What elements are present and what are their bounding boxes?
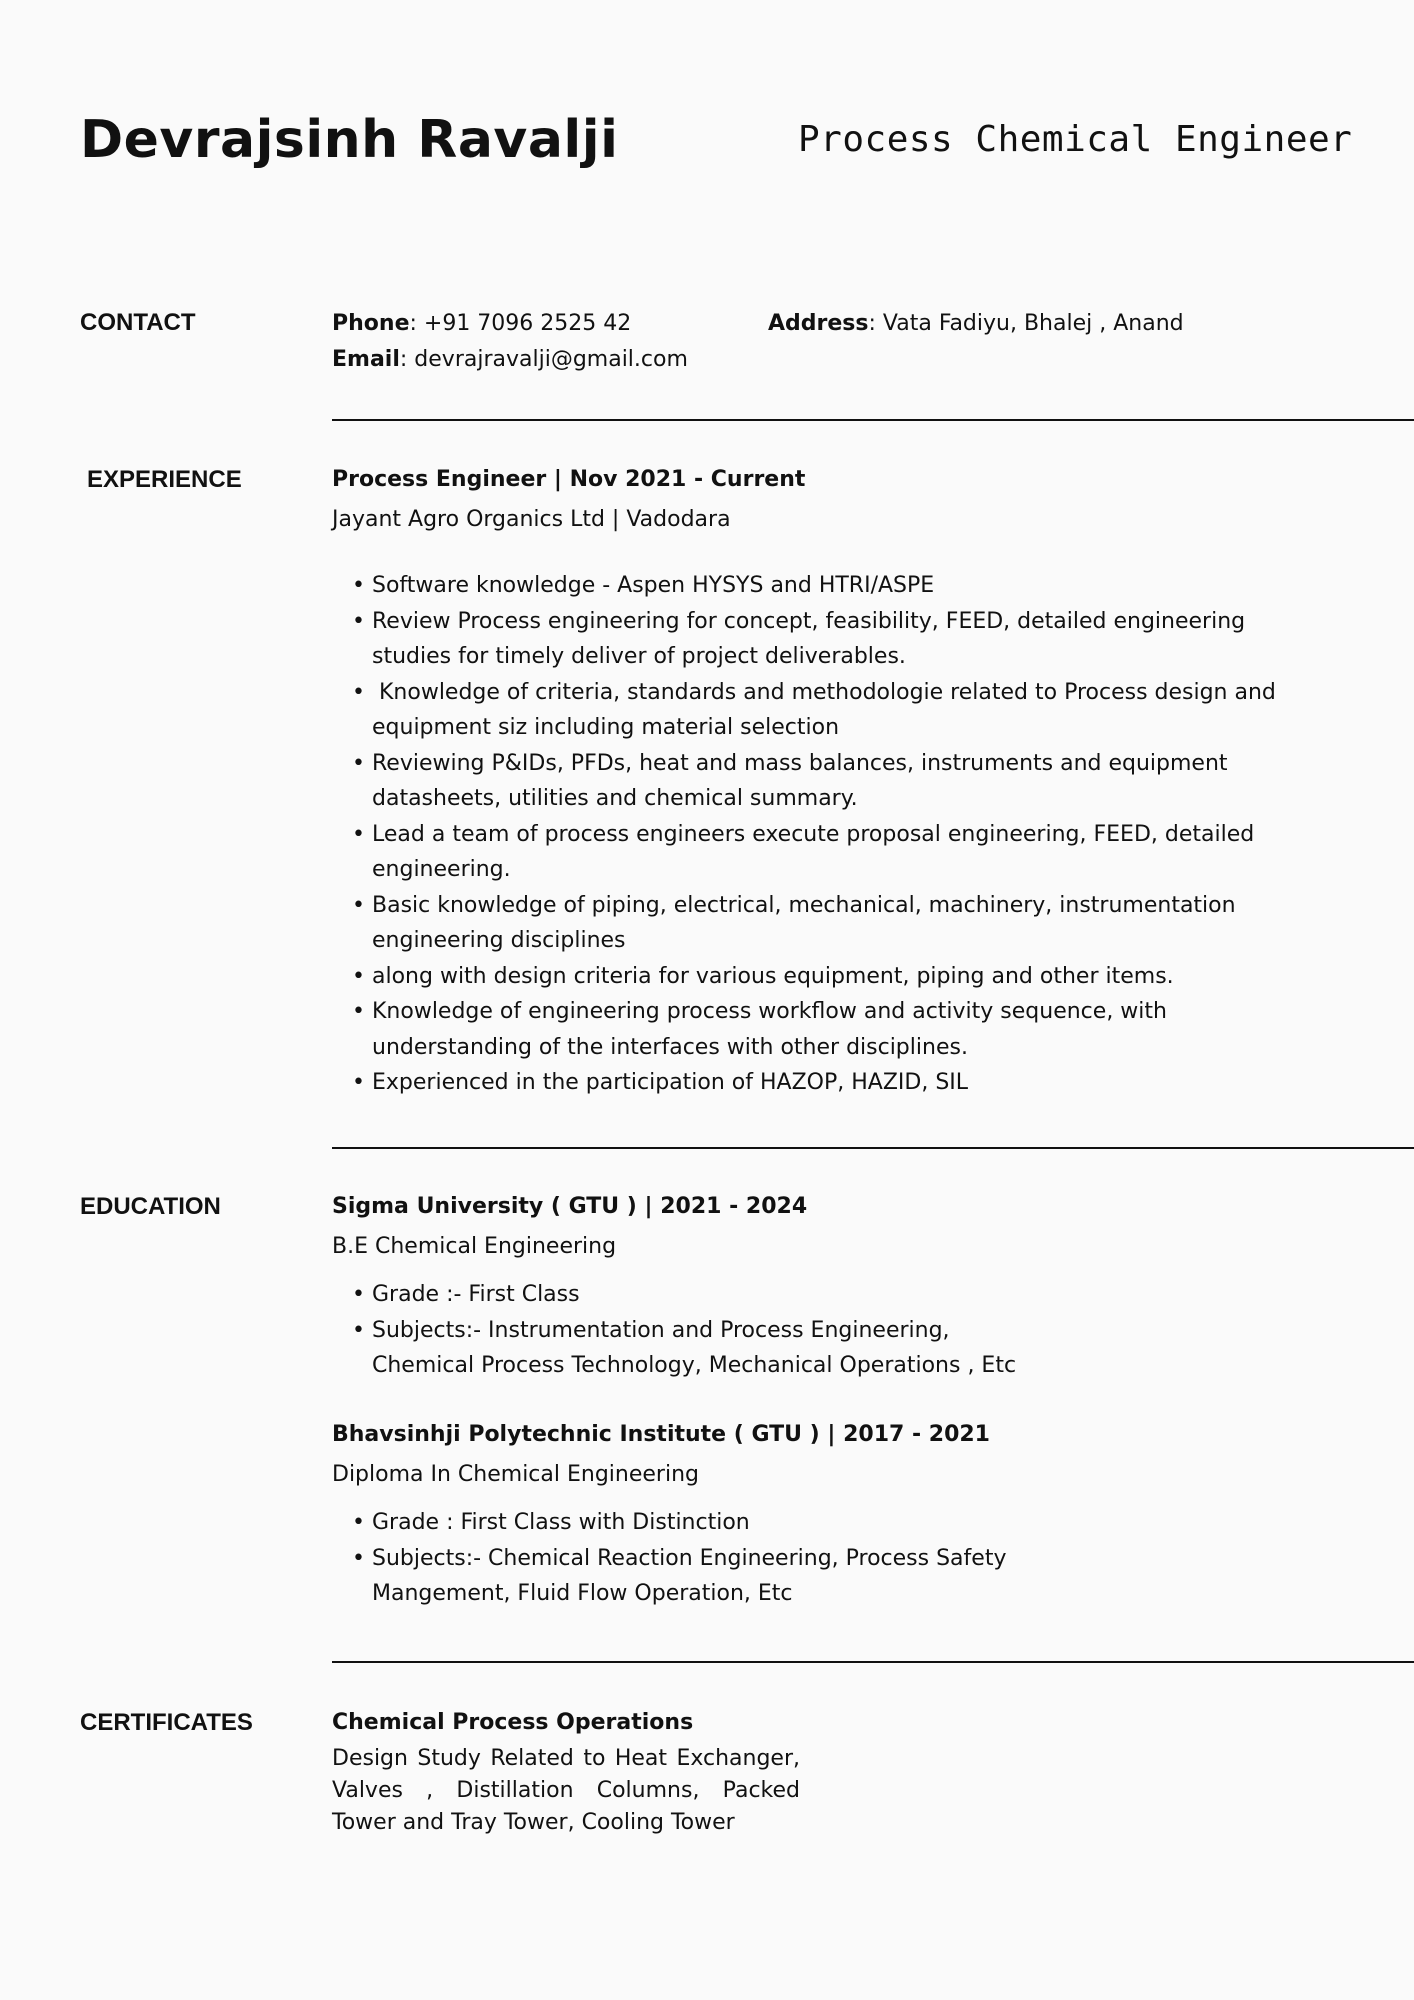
experience-company: Jayant Agro Organics Ltd | Vadodara [332, 507, 731, 532]
phone-label: Phone [332, 311, 410, 336]
email-value: devrajravalji@gmail.com [414, 347, 688, 372]
job-title: Process Chemical Engineer [798, 119, 1353, 160]
divider [332, 1147, 1414, 1149]
list-item: • Grade : First Class with Distinction [332, 1505, 1032, 1541]
bullet-icon: • [352, 999, 365, 1024]
education-entry-1 [332, 1189, 1092, 1384]
certificate-title: Chemical Process Operations [332, 1710, 694, 1735]
bullet-icon: • [352, 1510, 365, 1535]
bullet-icon: • [352, 1070, 365, 1095]
certificate-description: Design Study Related to Heat Exchanger, Valves , Distillation Columns, Packed Tower and Tray Tower, Cooling Tower [332, 1746, 800, 1835]
list-item: • Basic knowledge of piping, electrical, mechanical, machinery, instrumentation engineering disciplines [332, 888, 1292, 959]
address-label: Address [768, 311, 869, 336]
phone-line: Phone: +91 7096 2525 42 [332, 311, 632, 336]
certificates-section-label: CERTIFICATES [80, 1709, 253, 1736]
education-entry-2 [332, 1417, 1092, 1612]
list-item: • Lead a team of process engineers execute proposal engineering, FEED, detailed engineering. [332, 817, 1292, 888]
list-item: • Subjects:- Instrumentation and Process Engineering, Chemical Process Technology, Mechanical Operations , Etc [332, 1313, 1052, 1384]
divider [332, 1661, 1414, 1663]
list-item: • Experienced in the participation of HAZOP, HAZID, SIL [332, 1065, 1292, 1101]
address-line: Address: Vata Fadiyu, Bhalej , Anand [768, 311, 1184, 336]
list-item: • along with design criteria for various equipment, piping and other items. [332, 959, 1292, 995]
email-label: Email [332, 347, 400, 372]
list-item: • Subjects:- Chemical Reaction Engineering, Process Safety Mangement, Fluid Flow Operation, Etc [332, 1541, 1032, 1612]
bullet-icon: • [352, 573, 365, 598]
education-bullets [332, 1505, 1032, 1612]
bullet-icon: • [352, 608, 365, 634]
bullet-icon: • [352, 892, 365, 918]
bullet-icon: • [352, 750, 365, 776]
contact-section-label: CONTACT [80, 309, 196, 336]
experience-title: Process Engineer | Nov 2021 - Current [332, 467, 806, 492]
bullet-icon: • [352, 1545, 365, 1571]
education-bullets [332, 1277, 1052, 1384]
bullet-icon: • [352, 1282, 365, 1307]
education-title: Sigma University ( GTU ) | 2021 - 2024 [332, 1194, 808, 1219]
candidate-name: Devrajsinh Ravalji [80, 110, 619, 170]
experience-section-label: EXPERIENCE [87, 466, 242, 493]
address-value: Vata Fadiyu, Bhalej , Anand [882, 311, 1184, 336]
list-item: • Software knowledge - Aspen HYSYS and HTRI/ASPE [332, 568, 1292, 604]
bullet-icon: • [352, 821, 365, 847]
education-title: Bhavsinhji Polytechnic Institute ( GTU ) | 2017 - 2021 [332, 1422, 990, 1447]
education-degree: B.E Chemical Engineering [332, 1234, 617, 1259]
bullet-icon: • [352, 1317, 365, 1343]
bullet-icon: • [352, 679, 365, 705]
email-line: Email: devrajravalji@gmail.com [332, 347, 688, 372]
experience-bullets [332, 568, 1292, 1101]
bullet-icon: • [352, 963, 365, 989]
education-degree: Diploma In Chemical Engineering [332, 1462, 699, 1487]
list-item: • Knowledge of engineering process workflow and activity sequence, with understanding of the interfaces with other disciplines. [332, 994, 1292, 1065]
experience-block [332, 462, 1332, 1101]
certificate-entry [332, 1705, 932, 1839]
divider [332, 419, 1414, 421]
list-item: • Knowledge of criteria, standards and methodologie related to Process design and equipment siz including material selection [332, 675, 1292, 746]
list-item: • Review Process engineering for concept, feasibility, FEED, detailed engineering studies for timely deliver of project deliverables. [332, 604, 1292, 675]
phone-value: +91 7096 2525 42 [423, 311, 632, 336]
education-section-label: EDUCATION [80, 1193, 221, 1220]
list-item: • Grade :- First Class [332, 1277, 1052, 1313]
list-item: • Reviewing P&IDs, PFDs, heat and mass balances, instruments and equipment datasheets, utilities and chemical summary. [332, 746, 1292, 817]
